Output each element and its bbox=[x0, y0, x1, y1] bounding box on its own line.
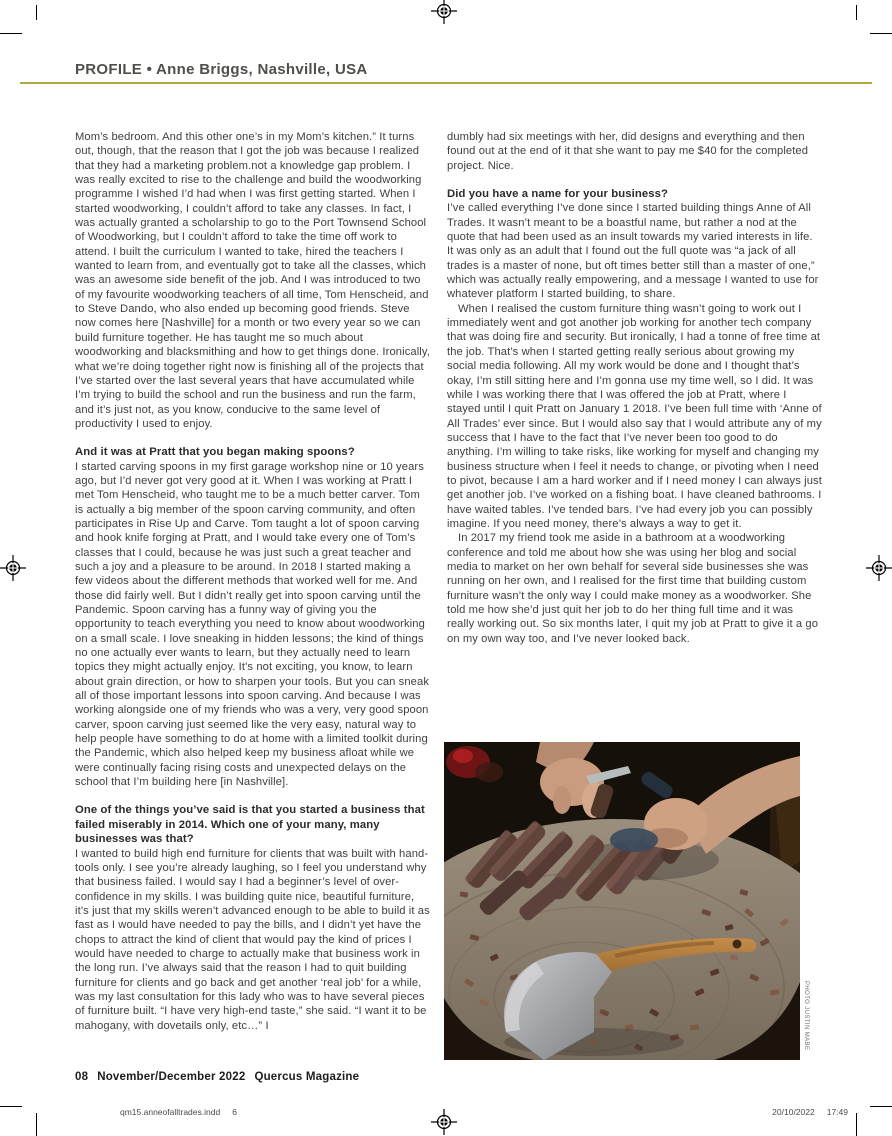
article-paragraph: Mom’s bedroom. And this other one’s in my Mom’s kitchen.” It turns out, though, that the reason that I got the job was because I realized that they had a marketing problem.not a knowledge gap problem. I was really excited to rise to the challenge and build the woodworking programme I wished I’d had when I was first getting started. When I started woodworking, I couldn’t afford to take any classes. In fact, I was actually granted a scholarship to go to the Port Townsend School of Woodworking, but I couldn’t afford to take the time off work to attend. I built the curriculum I wanted to take, hired the teachers I wanted to learn from, and eventually got to take all the classes, which was an awesome side benefit of the job. And I was introduced to two of my favourite woodworking teachers of all time, Tom Henscheid, and to Steve Dando, who also ended up becoming good friends. Steve now comes here [Nashville] for a month or two every year so we can build furniture together. He has taught me so much about woodworking and blacksmithing and how to get things done. Ironically, what we’re doing together right now is finishing all of the projects that I’ve started over the last several years that have accumulated while I’m trying to build the school and run the business and run the farm, and it’s just not, as you know, conducive to the same level of productivity I used to enjoy. bbox=[75, 131, 430, 430]
slug-date: 20/10/2022 bbox=[772, 1107, 815, 1117]
crop-mark-top-left-h bbox=[0, 33, 22, 34]
article-paragraph: I started carving spoons in my first garage workshop nine or 10 years ago, but I’d never got very good at it. When I was working at Pratt I met Tom Henscheid, who taught me to be a much better carver. Tom is actually a big member of the spoon carving community, and often participates in Rise Up and Carve. Tom taught a lot of spoon carving and hook knife forging at Pratt, and I would take every one of Tom’s classes that I could, because he was just such a great teacher and such a joy and a pleasure to be around. In 2018 I started making a few videos about the different methods that worked well for me. And those did fairly well. But I didn’t really get into spoon carving until the Pandemic. Spoon carving has a funny way of giving you the opportunity to teach everything you need to know about woodworking on a small scale. I love sneaking in hidden lessons; the kind of things no one actually ever wants to learn, but they actually need to learn topics they might actually enjoy. It’s not exciting, you know, to learn about grain direction, or how to sharpen your tools. But you can sneak all of those important lessons into spoon carving. And because I was working alongside one of my friends who was a very, very good spoon carver, spoon carving just seemed like the very easy, natural way to help people have something to do at home with a limited toolkit during the Pandemic, which also helped keep my business afloat while we were continually facing rising costs and unexpected delays on the school that I’m building here [in Nashville]. bbox=[75, 460, 430, 789]
crop-mark-bottom-right-v bbox=[856, 1113, 857, 1136]
article-photo bbox=[444, 742, 800, 1060]
footer-issue: November/December 2022 bbox=[97, 1071, 246, 1083]
crop-mark-bottom-left-h bbox=[0, 1106, 22, 1107]
crop-mark-bottom-right-h bbox=[870, 1106, 892, 1107]
question-heading: One of the things you’ve said is that you started a business that failed miserably in 2014. Which one of your many, many businesses was that? bbox=[75, 804, 425, 846]
slug-datetime-line bbox=[772, 1107, 848, 1117]
article-paragraph: I wanted to build high end furniture for clients that was built with hand-tools only. I see you’re already laughing, so I feel you understand why that business failed. I would say I had a beginner’s level of over-confidence in my skills. I was building quite nice, beautiful furniture, it’s just that my skills weren’t advanced enough to be able to build it as fast as I would have needed to pay the bills, and I didn’t yet have the chops to attract the kind of client that would pay the kind of prices I would have needed to charge to actually make that business work in the long run. I’ve always said that the reason I had to quit building furniture for clients and go back and get another ‘real job’ for a while, was my last consultation for this lady who was to have several pieces of furniture built. “I have very high-end taste,” she said. “I want it to be mahogany, with dovetails only, etc…” I bbox=[75, 847, 430, 1032]
registration-mark-top bbox=[431, 0, 457, 24]
registration-mark-bottom bbox=[431, 1109, 457, 1135]
article-column-1 bbox=[75, 130, 430, 1033]
question-heading: Did you have a name for your business? bbox=[447, 188, 669, 201]
header-rule bbox=[20, 82, 872, 84]
crop-mark-top-right-h bbox=[870, 33, 892, 34]
article-paragraph: In 2017 my friend took me aside in a bathroom at a woodworking conference and told me about how she was using her blog and social media to market on her own behalf for several side businesses she was running on her own, and I realised for the first time that building custom furniture wasn’t the only way I could make money as a woodworker. She told me how she’d just quit her job to do her thing full time and it was really working out. So six months later, I quit my job at Pratt to give it a go on my own way too, and I’ve never looked back. bbox=[447, 532, 819, 645]
photo-credit: PHOTO JUSTIN MABE bbox=[803, 981, 809, 1051]
carving-photo-illustration bbox=[444, 742, 800, 1060]
registration-mark-right bbox=[866, 555, 892, 581]
slug-filename-line bbox=[120, 1107, 237, 1117]
article-paragraph: When I realised the custom furniture thing wasn’t going to work out I immediately went and got another job working for another tech company that was doing fire and security. But ironically, I had a tonne of free time at the job. That’s when I started getting really serious about growing my social media following. All my work would be done and I thought that’s okay, I’m still sitting here and I’m gonna use my time well, so I did. It was while I was working there that I was offered the job at Pratt, where I stayed until I quit Pratt on January 1 2018. I’ve been full time with ‘Anne of All Trades’ ever since. But I would also say that I would attribute any of my success that I have to the fact that I’ve never been too good to do anything. I’m willing to take risks, like working for myself and changing my business structure when I feel it needs to change, or pivoting when I need to pivot, because I am a hard worker and if I need money I can always just get another job. I’ve worked on a fishing boat. I have cleaned bathrooms. I have waited tables. I’ve tended bars. I’ve had every job you can possibly imagine. If you need money, there’s always a way to get it. bbox=[447, 302, 822, 530]
footer-magazine-name: Quercus Magazine bbox=[254, 1071, 360, 1083]
article-paragraph: dumbly had six meetings with her, did designs and everything and then found out at the end of it that she want to pay me $40 for the completed project. Nice. bbox=[447, 131, 809, 172]
folio-page-number: 08 bbox=[75, 1071, 89, 1083]
question-heading: And it was at Pratt that you began making spoons? bbox=[75, 446, 355, 459]
slug-sheet-number: 6 bbox=[232, 1107, 237, 1117]
crop-mark-top-left-v bbox=[36, 5, 37, 20]
crop-mark-bottom-left-v bbox=[36, 1113, 37, 1136]
page-title: PROFILE • Anne Briggs, Nashville, USA bbox=[75, 61, 368, 78]
article-paragraph: I’ve called everything I’ve done since I started building things Anne of All Trades. It wasn’t meant to be a boastful name, but rather a nod at the quote that had been used as an insult towards my varied interests in life. It was only as an adult that I found out the full quote was “a jack of all trades is a master of none, but oft times better still than a master of one,” which was actually really empowering, and a message I wanted to use for whatever platform I started building, to share. bbox=[447, 202, 819, 301]
crop-mark-top-right-v bbox=[856, 5, 857, 20]
slug-filename: qm15.anneofalltrades.indd bbox=[120, 1107, 221, 1117]
slug-time: 17:49 bbox=[826, 1107, 848, 1117]
registration-mark-left bbox=[0, 555, 26, 581]
page-footer bbox=[75, 1071, 368, 1083]
